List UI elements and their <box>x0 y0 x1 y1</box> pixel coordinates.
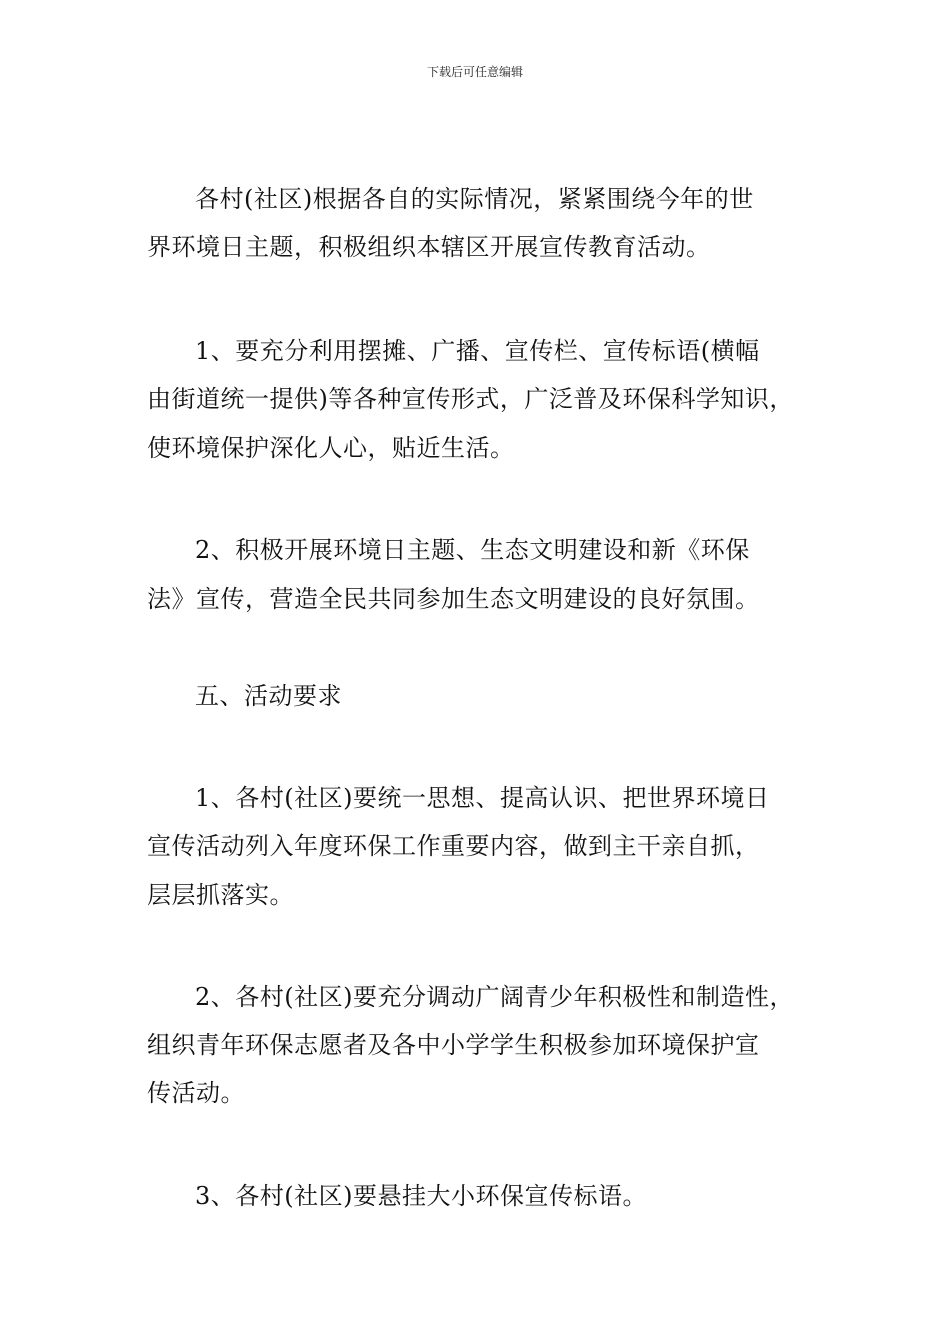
paragraph-5-line-3: 层层抓落实。 <box>147 881 294 909</box>
section-heading: 五、活动要求 <box>195 682 342 710</box>
paragraph-2-line-1: 1、要充分利用摆摊、广播、宣传栏、宣传标语(横幅 <box>195 337 760 365</box>
paragraph-3-line-2: 法》宣传，营造全民共同参加生态文明建设的良好氛围。 <box>147 585 760 613</box>
paragraph-2-line-2: 由街道统一提供)等各种宣传形式，广泛普及环保科学知识， <box>147 385 794 413</box>
paragraph-1-line-1: 各村(社区)根据各自的实际情况，紧紧围绕今年的世 <box>195 185 754 213</box>
paragraph-1-line-2: 界环境日主题，积极组织本辖区开展宣传教育活动。 <box>147 233 711 261</box>
paragraph-6-line-2: 组织青年环保志愿者及各中小学学生积极参加环境保护宣 <box>147 1031 760 1059</box>
paragraph-6-line-1: 2、各村(社区)要充分调动广阔青少年积极性和制造性， <box>195 983 794 1011</box>
paragraph-3-line-1: 2、积极开展环境日主题、生态文明建设和新《环保 <box>195 536 750 564</box>
paragraph-5-line-2: 宣传活动列入年度环保工作重要内容，做到主干亲自抓， <box>147 832 760 860</box>
paragraph-6-line-3: 传活动。 <box>147 1079 245 1107</box>
page-header: 下载后可任意编辑 <box>426 65 523 79</box>
paragraph-2-line-3: 使环境保护深化人心，贴近生活。 <box>147 434 515 462</box>
paragraph-7-line-1: 3、各村(社区)要悬挂大小环保宣传标语。 <box>195 1182 647 1210</box>
paragraph-5-line-1: 1、各村(社区)要统一思想、提高认识、把世界环境日 <box>195 784 770 812</box>
